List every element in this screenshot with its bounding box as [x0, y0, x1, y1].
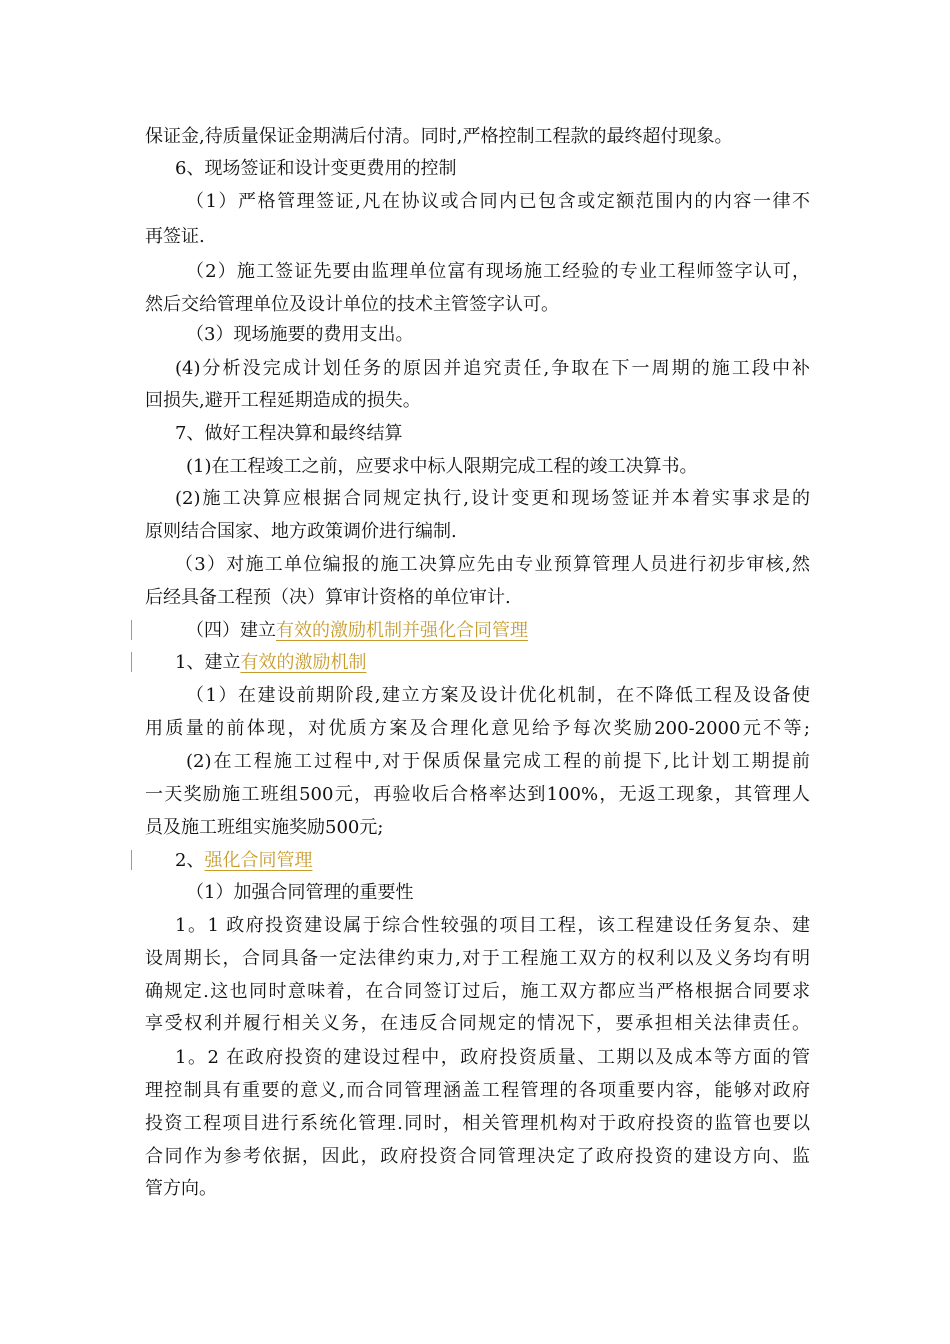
text-line: 一天奖励施工班组500元，再验收后合格率达到100%，无返工现象，其管理人	[145, 784, 810, 805]
text-line: 后经具备工程预（决）算审计资格的单位审计.	[145, 587, 511, 608]
text-line: 保证金,待质量保证金期满后付清。同时,严格控制工程款的最终超付现象。	[145, 126, 733, 147]
heading-prefix: 2、	[175, 850, 205, 871]
text-line: （3）对施工单位编报的施工决算应先由专业预算管理人员进行初步审核,然	[175, 554, 810, 575]
heading-prefix: （四）建立	[186, 620, 276, 641]
text-line: (2)施工决算应根据合同规定执行,设计变更和现场签证并本着实事求是的	[175, 488, 810, 509]
text-line: （1）严格管理签证,凡在协议或合同内已包含或定额范围内的内容一律不	[186, 191, 810, 212]
text-line: (2)在工程施工过程中,对于保质保量完成工程的前提下,比计划工期提前	[186, 751, 810, 772]
text-line: （3）现场施要的费用支出。	[186, 324, 414, 345]
text-line: 回损失,避开工程延期造成的损失。	[145, 390, 421, 411]
heading-prefix: 1、建立	[175, 652, 241, 673]
change-bar	[131, 620, 132, 640]
section-heading: 7、做好工程决算和最终结算	[175, 423, 403, 444]
text-line: 员及施工班组实施奖励500元;	[145, 817, 384, 838]
text-line: 设周期长，合同具备一定法律约束力,对于工程施工双方的权利以及义务均有明	[145, 948, 810, 969]
text-line: 再签证.	[145, 226, 205, 247]
text-line: （1）在建设前期阶段,建立方案及设计优化机制，在不降低工程及设备使	[186, 685, 810, 706]
section-heading	[175, 652, 810, 674]
section-heading	[175, 850, 810, 872]
text-line: 用质量的前体现，对优质方案及合理化意见给予每次奖励200-2000元不等;	[145, 718, 810, 739]
text-line: 投资工程项目进行系统化管理.同时，相关管理机构对于政府投资的监管也要以	[145, 1113, 810, 1134]
text-line: 合同作为参考依据，因此，政府投资合同管理决定了政府投资的建设方向、监	[145, 1146, 810, 1167]
change-bar	[131, 850, 132, 870]
section-heading: 6、现场签证和设计变更费用的控制	[175, 158, 457, 179]
text-line: (4)分析没完成计划任务的原因并追究责任,争取在下一周期的施工段中补	[175, 358, 810, 379]
change-bar	[131, 652, 132, 672]
text-line: 1。2 在政府投资的建设过程中，政府投资质量、工期以及成本等方面的管	[175, 1047, 810, 1068]
text-line: 1。1 政府投资建设属于综合性较强的项目工程，该工程建设任务复杂、建	[175, 915, 810, 936]
section-heading	[186, 620, 810, 642]
text-line: 原则结合国家、地方政策调价进行编制.	[145, 521, 457, 542]
text-line: 享受权利并履行相关义务，在违反合同规定的情况下，要承担相关法律责任。	[145, 1013, 810, 1034]
text-line: 管方向。	[145, 1178, 217, 1199]
heading-link[interactable]: 有效的激励机制	[240, 652, 367, 673]
heading-link[interactable]: 强化合同管理	[204, 850, 313, 871]
text-line: 理控制具有重要的意义,而合同管理涵盖工程管理的各项重要内容，能够对政府	[145, 1080, 810, 1101]
text-line: (1)在工程竣工之前，应要求中标人限期完成工程的竣工决算书。	[186, 456, 698, 477]
text-line: （2）施工签证先要由监理单位富有现场施工经验的专业工程师签字认可，	[186, 261, 810, 282]
text-line: 确规定.这也同时意味着，在合同签订过后，施工双方都应当严格根据合同要求	[145, 981, 810, 1002]
text-line: （1）加强合同管理的重要性	[186, 882, 414, 903]
text-line: 然后交给管理单位及设计单位的技术主管签字认可。	[145, 294, 559, 315]
heading-link[interactable]: 有效的激励机制并强化合同管理	[276, 620, 528, 641]
